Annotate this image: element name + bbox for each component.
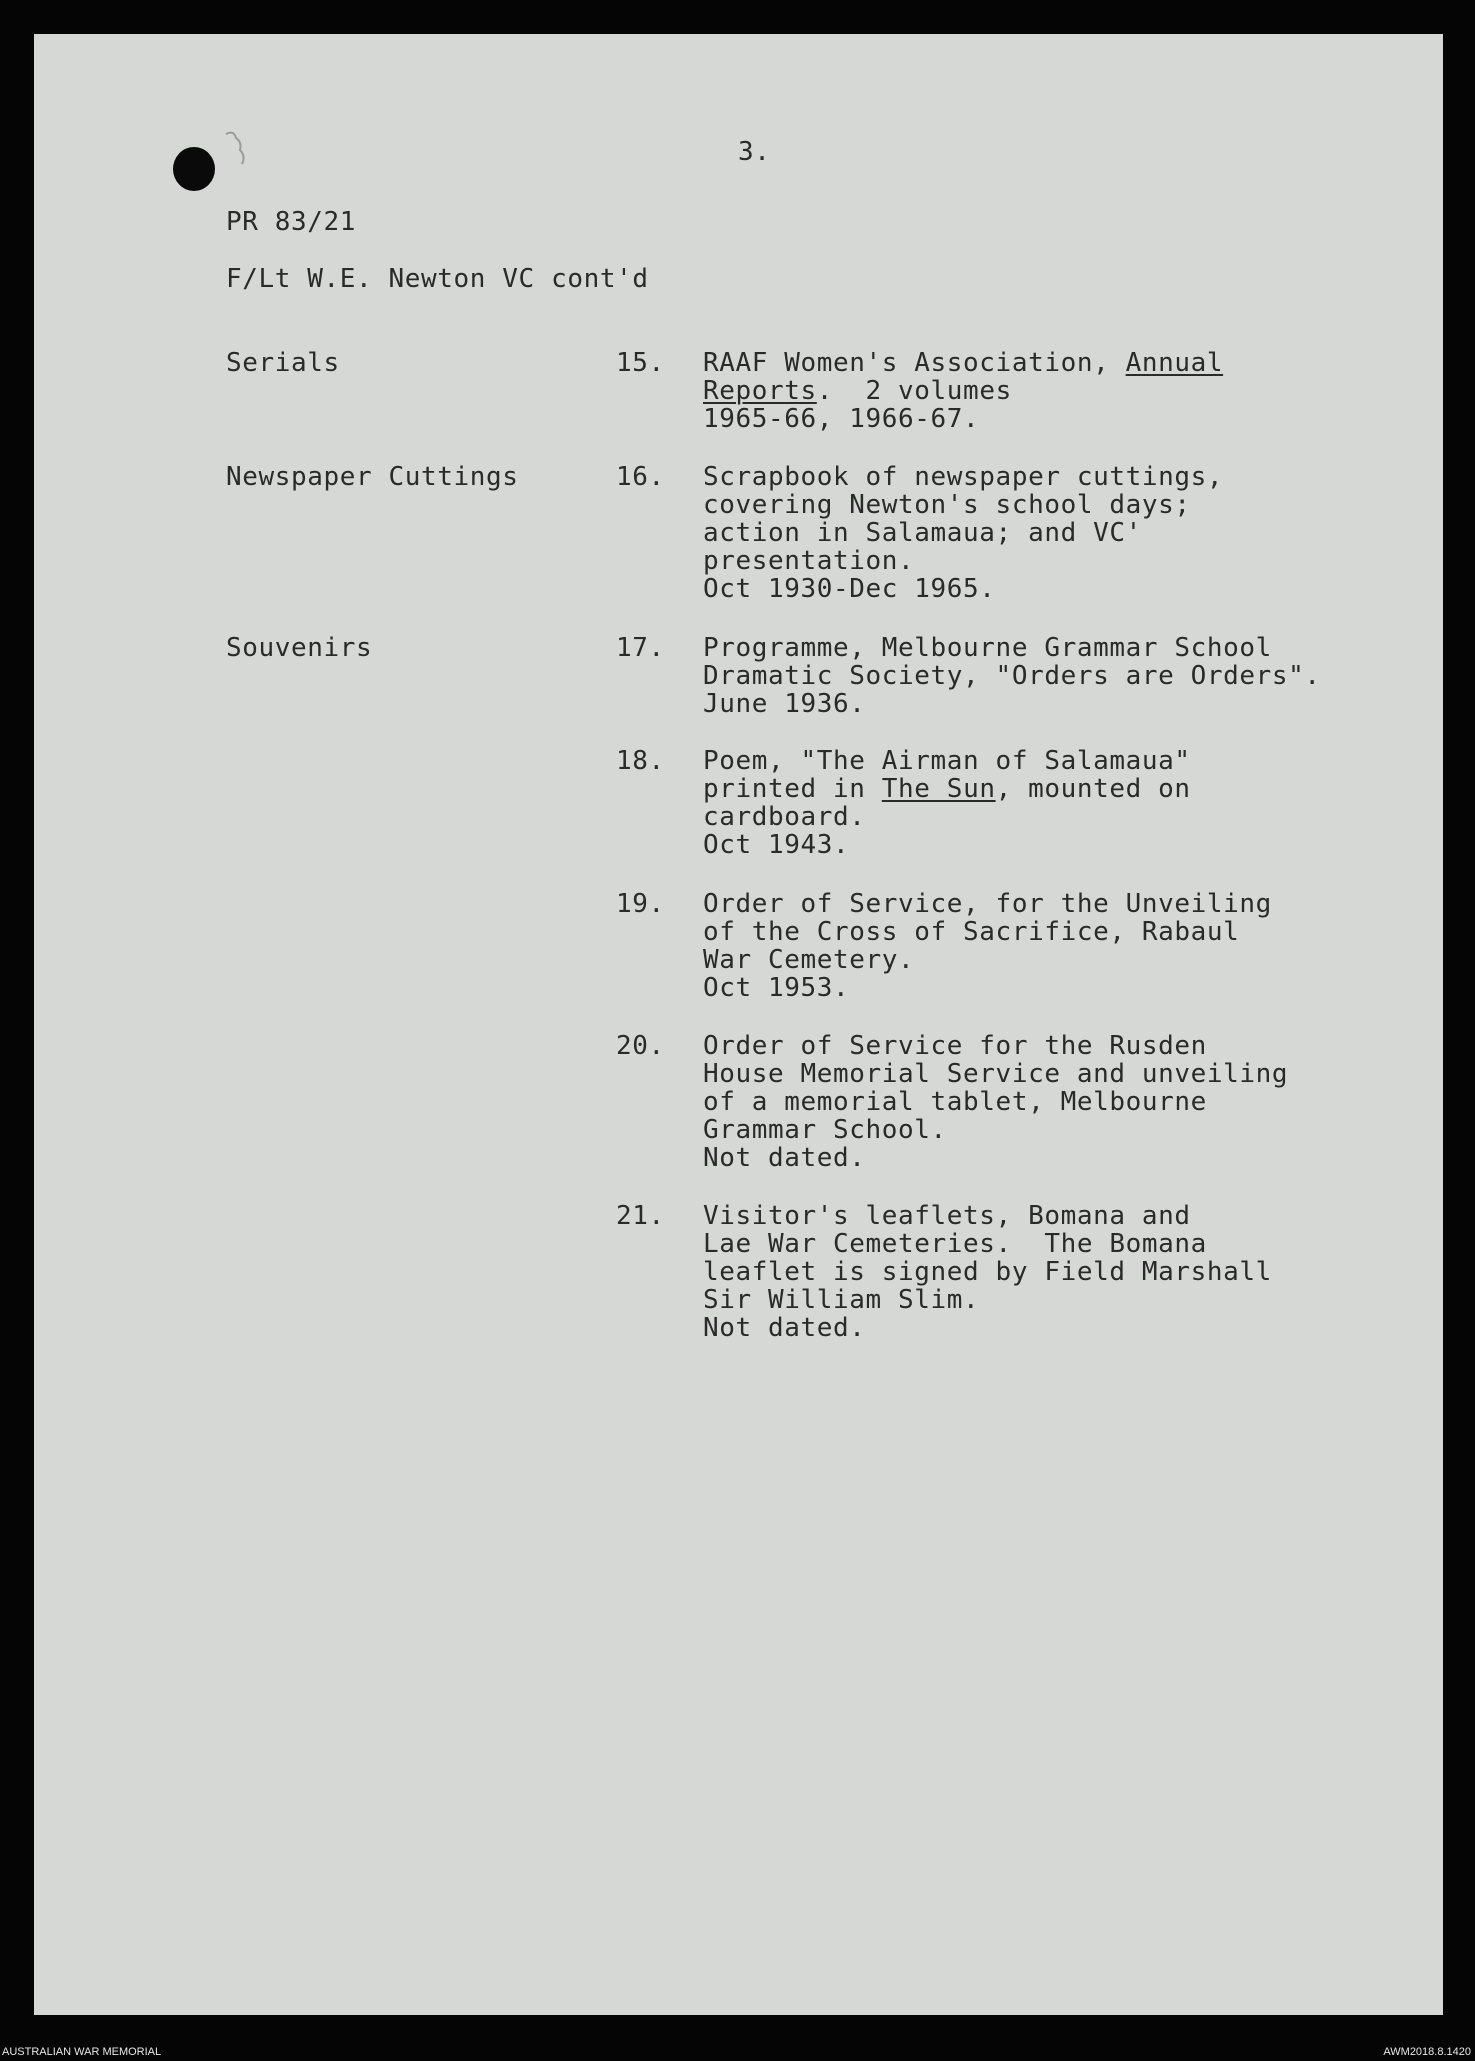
- item-18-line-2: printed in The Sun, mounted on: [703, 774, 1191, 804]
- item-17-line: June 1936.: [703, 689, 866, 719]
- item-20-line: Not dated.: [703, 1143, 866, 1173]
- item-number: 19.: [616, 889, 665, 919]
- item-18-line-4: Oct 1943.: [703, 830, 850, 860]
- item-21-line: leaflet is signed by Field Marshall: [703, 1257, 1272, 1287]
- item-20-line: Grammar School.: [703, 1115, 947, 1145]
- document-subject: F/Lt W.E. Newton VC cont'd: [226, 264, 649, 294]
- document-page: [34, 34, 1443, 2015]
- item-17-line: Programme, Melbourne Grammar School: [703, 633, 1272, 663]
- item-number: 21.: [616, 1201, 665, 1231]
- category-serials: Serials: [226, 348, 340, 378]
- item-19-line: Order of Service, for the Unveiling: [703, 889, 1272, 919]
- item-18-line-1: Poem, "The Airman of Salamaua": [703, 746, 1191, 776]
- item-16-line: covering Newton's school days;: [703, 490, 1191, 520]
- item-21-line: Not dated.: [703, 1313, 866, 1343]
- item-15-line-3: 1965-66, 1966-67.: [703, 404, 980, 434]
- item-21-line: Sir William Slim.: [703, 1285, 980, 1315]
- item-15-line-2: Reports. 2 volumes: [703, 376, 1012, 406]
- reference-number: PR 83/21: [226, 207, 357, 237]
- item-number: 16.: [616, 462, 665, 492]
- item-16-line: action in Salamaua; and VC': [703, 518, 1142, 548]
- item-number: 18.: [616, 746, 665, 776]
- item-16-line: presentation.: [703, 546, 915, 576]
- item-19-line: Oct 1953.: [703, 973, 850, 1003]
- item-number: 15.: [616, 348, 665, 378]
- page-number: 3.: [738, 137, 771, 167]
- footer-institution: AUSTRALIAN WAR MEMORIAL: [2, 2046, 162, 2058]
- category-newspaper-cuttings: Newspaper Cuttings: [226, 462, 519, 492]
- item-20-line: Order of Service for the Rusden: [703, 1031, 1207, 1061]
- item-16-line: Scrapbook of newspaper cuttings,: [703, 462, 1224, 492]
- item-17-line: Dramatic Society, "Orders are Orders".: [703, 661, 1321, 691]
- item-15-line-1: RAAF Women's Association, Annual: [703, 348, 1224, 378]
- item-19-line: of the Cross of Sacrifice, Rabaul: [703, 917, 1240, 947]
- item-20-line: House Memorial Service and unveiling: [703, 1059, 1289, 1089]
- item-number: 20.: [616, 1031, 665, 1061]
- item-18-line-3: cardboard.: [703, 802, 866, 832]
- punch-hole: [173, 147, 215, 191]
- item-16-line: Oct 1930-Dec 1965.: [703, 574, 996, 604]
- item-21-line: Visitor's leaflets, Bomana and: [703, 1201, 1191, 1231]
- item-number: 17.: [616, 633, 665, 663]
- item-21-line: Lae War Cemeteries. The Bomana: [703, 1229, 1207, 1259]
- item-20-line: of a memorial tablet, Melbourne: [703, 1087, 1207, 1117]
- category-souvenirs: Souvenirs: [226, 633, 373, 663]
- item-19-line: War Cemetery.: [703, 945, 915, 975]
- footer-accession-number: AWM2018.8.1420: [1383, 2046, 1471, 2058]
- paper-tear-mark: [222, 128, 252, 172]
